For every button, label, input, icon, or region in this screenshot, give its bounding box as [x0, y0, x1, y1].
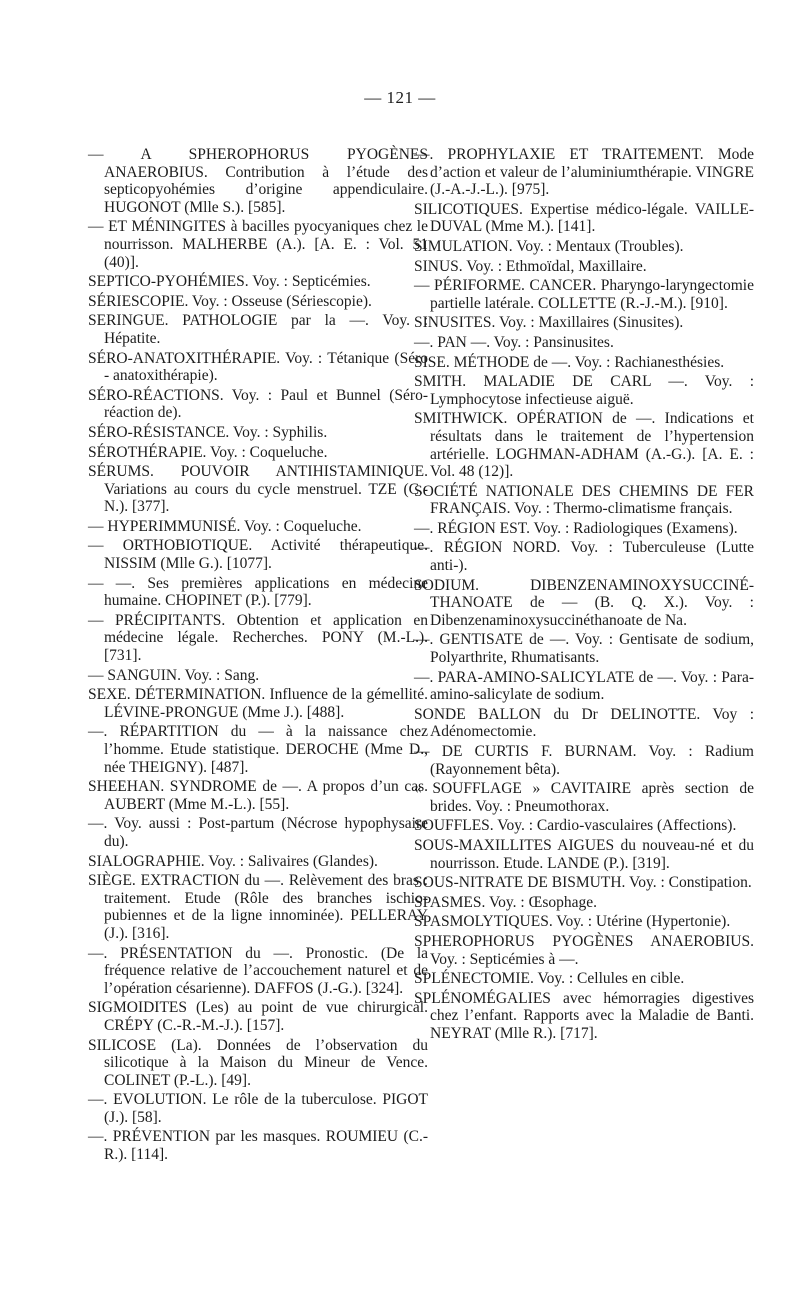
- index-entry: — ET MÉNINGITES à bacilles pyocyaniques chez le nourrisson. MALHERBE (A.). [A. E. : Vol. 51 (40)].: [88, 218, 428, 271]
- index-entry: SÉRIESCOPIE. Voy. : Osseuse (Sériescopie).: [88, 292, 372, 310]
- index-entry: SÉRUMS. POUVOIR ANTIHISTAMINIQUE. Variations au cours du cycle menstruel. TZE (C.-N.). [377].: [88, 463, 428, 516]
- index-entry: —. GENTISATE de —. Voy. : Gentisate de sodium, Polyarthrite, Rhumatisants.: [414, 631, 754, 667]
- index-entry: SINUSITES. Voy. : Maxillaires (Sinusites).: [414, 314, 684, 332]
- index-entry: SONDE BALLON du Dr DELINOTTE. Voy : Adénomectomie.: [414, 705, 754, 741]
- index-entry: SOUS-MAXILLITES AIGUES du nouveau-né et du nourrisson. Etude. LANDE (P.). [319].: [414, 836, 754, 872]
- index-entry: SOUS-NITRATE DE BISMUTH. Voy. : Constipation.: [414, 874, 752, 892]
- index-entry: SMITH. MALADIE DE CARL —. Voy. : Lymphocytose infectieuse aiguë.: [414, 373, 754, 408]
- index-entry: SÉRO-RÉSISTANCE. Voy. : Syphilis.: [88, 423, 328, 441]
- index-entry: —. PRÉVENTION par les masques. ROUMIEU (C.-R.). [114].: [88, 1128, 428, 1164]
- left-column: [88, 146, 428, 1166]
- index-entry: —. RÉGION NORD. Voy. : Tuberculeuse (Lutte anti-).: [414, 539, 754, 575]
- index-entry: SMITHWICK. OPÉRATION de —. Indications et résultats dans le traitement de l’hypertension artérielle. LOGHMAN-ADHAM (A.-G.). [A. E. : Vol. 48 (12)].: [414, 410, 754, 481]
- right-column: [414, 146, 754, 1045]
- index-entry: — A SPHEROPHORUS PYOGÈNES ANAEROBIUS. Contribution à l’étude des septicopyohémies d’origine appendiculaire. HUGONOT (Mlle S.). [585].: [88, 146, 428, 216]
- index-entry: SIMULATION. Voy. : Mentaux (Troubles).: [414, 237, 684, 255]
- index-entry: SHEEHAN. SYNDROME de —. A propos d’un cas. AUBERT (Mme M.-L.). [55].: [88, 778, 428, 813]
- index-entry: —. PRÉSENTATION du —. Pronostic. (De la fréquence relative de l’accouchement naturel et de l’opération césarienne). DAFFOS (J.-G.). [324].: [88, 944, 428, 997]
- index-entry: SIÈGE. EXTRACTION du —. Relèvement des bras : traitement. Etude (Rôle des branches ischio-pubiennes et de la ligne innominée). PELLERAY (J.). [316].: [88, 872, 428, 942]
- index-entry: SPLÉNOMÉGALIES avec hémorragies digestives chez l’enfant. Rapports avec la Maladie de Banti. NEYRAT (Mlle R.). [717].: [414, 989, 754, 1042]
- index-entry: —. PROPHYLAXIE ET TRAITEMENT. Mode d’action et valeur de l’aluminiumthérapie. VINGRE (J.-A.-J.-L.). [975].: [414, 146, 754, 199]
- page-number: — 121 —: [364, 88, 436, 107]
- index-entry: SISE. MÉTHODE de —. Voy. : Rachianesthésies.: [414, 353, 725, 371]
- index-entry: — —. Ses premières applications en médecine humaine. CHOPINET (P.). [779].: [88, 574, 428, 610]
- index-entry: SERINGUE. PATHOLOGIE par la —. Voy. : Hépatite.: [88, 312, 428, 347]
- index-entry: SILICOSE (La). Données de l’observation du silicotique à la Maison du Mineur de Vence. COLINET (P.-L.). [49].: [88, 1036, 428, 1089]
- index-entry: SILICOTIQUES. Expertise médico-légale. VAILLE-DUVAL (Mme M.). [141].: [414, 200, 754, 236]
- index-entry: SÉRO-ANATOXITHÉRAPIE. Voy. : Tétanique (Séro - anatoxithérapie).: [88, 349, 428, 385]
- index-entry: — DE CURTIS F. BURNAM. Voy. : Radium (Rayonnement bêta).: [414, 743, 754, 778]
- index-entry: SPASMOLYTIQUES. Voy. : Utérine (Hypertonie).: [414, 913, 731, 931]
- index-entry: —. RÉPARTITION du — à la naissance chez l’homme. Etude statistique. DEROCHE (Mme D., née THEIGNY). [487].: [88, 723, 428, 776]
- index-entry: — ORTHOBIOTIQUE. Activité thérapeutique. NISSIM (Mlle G.). [1077].: [88, 537, 428, 573]
- index-entry: — SANGUIN. Voy. : Sang.: [88, 666, 260, 684]
- index-entry: —. RÉGION EST. Voy. : Radiologiques (Examens).: [414, 519, 738, 537]
- index-entry: SODIUM. DIBENZENAMINOXYSUCCINÉ-THANOATE de — (B. Q. X.). Voy. : Dibenzenaminoxysuccinéthanoate de Na.: [414, 576, 754, 629]
- index-entry: « SOUFFLAGE » CAVITAIRE après section de brides. Voy. : Pneumothorax.: [414, 780, 754, 815]
- index-entry: — PÉRIFORME. CANCER. Pharyngo-laryngectomie partielle latérale. COLLETTE (R.-J.-M.). [910].: [414, 277, 754, 312]
- index-entry: SIGMOIDITES (Les) au point de vue chirurgical. CRÉPY (C.-R.-M.-J.). [157].: [88, 999, 428, 1034]
- index-entry: SÉRO-RÉACTIONS. Voy. : Paul et Bunnel (Séro-réaction de).: [88, 386, 428, 422]
- index-entry: — PRÉCIPITANTS. Obtention et application en médecine légale. Recherches. PONY (M.-L.). [731].: [88, 611, 428, 665]
- index-entry: —. PARA-AMINO-SALICYLATE de —. Voy. : Para-amino-salicylate de sodium.: [414, 668, 754, 704]
- index-entry: SOUFFLES. Voy. : Cardio-vasculaires (Affections).: [414, 817, 737, 835]
- index-entry: —. EVOLUTION. Le rôle de la tuberculose. PIGOT (J.). [58].: [88, 1091, 428, 1126]
- index-entry: — HYPERIMMUNISÉ. Voy. : Coqueluche.: [88, 517, 362, 535]
- index-entry: SEPTICO-PYOHÉMIES. Voy. : Septicémies.: [88, 273, 371, 291]
- index-entry: SEXE. DÉTERMINATION. Influence de la gémellité. LÉVINE-PRONGUE (Mme J.). [488].: [88, 686, 428, 721]
- index-entry: SIALOGRAPHIE. Voy. : Salivaires (Glandes).: [88, 852, 378, 870]
- index-entry: —. PAN —. Voy. : Pansinusites.: [414, 333, 614, 351]
- index-entry: SPASMES. Voy. : Œsophage.: [414, 893, 598, 911]
- index-entry: SPLÉNECTOMIE. Voy. : Cellules en cible.: [414, 970, 685, 988]
- index-entry: —. Voy. aussi : Post-partum (Nécrose hypophysaire du).: [88, 815, 428, 850]
- index-entry: SÉROTHÉRAPIE. Voy. : Coqueluche.: [88, 443, 328, 461]
- index-entry: SOCIÉTÉ NATIONALE DES CHEMINS DE FER FRANÇAIS. Voy. : Thermo-climatisme français.: [414, 482, 754, 518]
- index-entry: SINUS. Voy. : Ethmoïdal, Maxillaire.: [414, 257, 647, 275]
- index-entry: SPHEROPHORUS PYOGÈNES ANAEROBIUS. Voy. : Septicémies à —.: [414, 932, 754, 968]
